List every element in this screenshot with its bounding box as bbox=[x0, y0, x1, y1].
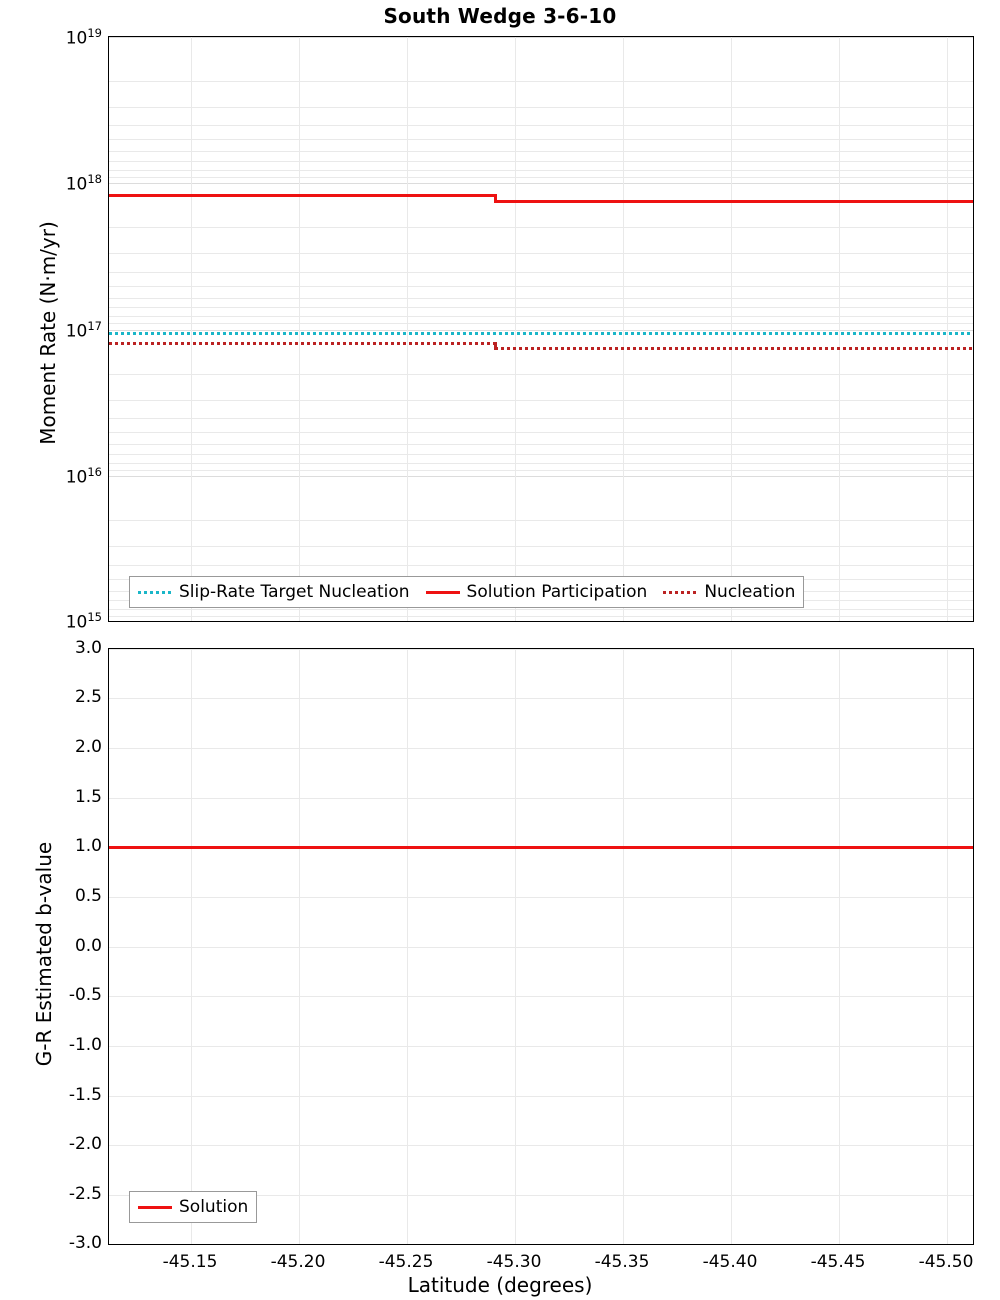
ytick-label-bottom: 1.5 bbox=[74, 787, 102, 807]
gridline-h-minor bbox=[109, 272, 973, 273]
xtick-label: -45.50 bbox=[918, 1252, 974, 1272]
series-solution bbox=[109, 846, 974, 849]
gridline-h-minor bbox=[109, 520, 973, 521]
xtick-label: -45.40 bbox=[702, 1252, 758, 1272]
ytick-label-bottom: 1.0 bbox=[74, 836, 102, 856]
xtick-label: -45.20 bbox=[270, 1252, 326, 1272]
gridline-h bbox=[109, 798, 973, 799]
series-solution-participation bbox=[495, 200, 974, 203]
b-value-legend[interactable] bbox=[129, 1191, 257, 1223]
gridline-v bbox=[623, 649, 624, 1244]
gridline-h bbox=[109, 1046, 973, 1047]
xtick bbox=[839, 1244, 840, 1245]
gridline-h-minor bbox=[109, 463, 973, 464]
ytick-bottom bbox=[108, 847, 109, 848]
b-value-axes bbox=[108, 648, 974, 1245]
ytick-label-top: $10^{16}$ bbox=[65, 465, 102, 488]
ytick-exponent: 18 bbox=[87, 172, 102, 186]
gridline-v bbox=[299, 649, 300, 1244]
ytick-bottom bbox=[108, 1243, 109, 1244]
gridline-v bbox=[515, 649, 516, 1244]
ytick-bottom bbox=[108, 1195, 109, 1196]
gridline-h bbox=[109, 1145, 973, 1146]
xtick-label: -45.25 bbox=[378, 1252, 434, 1272]
ytick-label-top: $10^{15}$ bbox=[65, 610, 102, 633]
xtick bbox=[191, 1244, 192, 1245]
ytick-bottom bbox=[108, 897, 109, 898]
gridline-h-minor bbox=[109, 432, 973, 433]
gridline-h-minor bbox=[109, 565, 973, 566]
xtick bbox=[623, 1244, 624, 1245]
latitude-axis-label: Latitude (degrees) bbox=[407, 1273, 593, 1297]
b-value-plot-area bbox=[109, 649, 973, 1244]
ytick-bottom bbox=[108, 798, 109, 799]
gridline-h-minor bbox=[109, 253, 973, 254]
ytick-label-bottom: 0.0 bbox=[74, 936, 102, 956]
gridline-v bbox=[731, 649, 732, 1244]
gridline-h-minor bbox=[109, 316, 973, 317]
gridline-h-major bbox=[109, 37, 973, 38]
gridline-h-minor bbox=[109, 227, 973, 228]
gridline-h-minor bbox=[109, 418, 973, 419]
ytick-label-bottom: 2.0 bbox=[74, 737, 102, 757]
gridline-h-minor bbox=[109, 307, 973, 308]
gridline-h-major bbox=[109, 476, 973, 477]
gridline-v bbox=[407, 37, 408, 621]
xtick-label: -45.15 bbox=[162, 1252, 218, 1272]
ytick-label-bottom: -2.0 bbox=[68, 1134, 102, 1154]
legend-entry-solution-participation[interactable] bbox=[426, 582, 648, 602]
ytick-top-1e17 bbox=[108, 330, 109, 331]
gridline-h bbox=[109, 748, 973, 749]
gridline-h bbox=[109, 996, 973, 997]
legend-swatch-solid-red-icon bbox=[426, 591, 460, 594]
xtick bbox=[299, 1244, 300, 1245]
series-slip-rate-target-nucleation bbox=[109, 332, 974, 335]
ytick-bottom bbox=[108, 1096, 109, 1097]
gridline-v bbox=[191, 649, 192, 1244]
legend-label: Nucleation bbox=[704, 582, 796, 602]
ytick-bottom bbox=[108, 1046, 109, 1047]
ytick-label-top: $10^{18}$ bbox=[65, 172, 102, 195]
gridline-v bbox=[623, 37, 624, 621]
legend-swatch-solid-red-icon bbox=[138, 1206, 172, 1209]
ytick-exponent: 19 bbox=[87, 26, 102, 40]
gridline-h-major bbox=[109, 183, 973, 184]
ytick-label-bottom: -2.5 bbox=[68, 1184, 102, 1204]
ytick-exponent: 16 bbox=[87, 465, 102, 479]
xtick-label: -45.30 bbox=[486, 1252, 542, 1272]
ytick-bottom bbox=[108, 996, 109, 997]
b-value-axis-label: G-R Estimated b-value bbox=[32, 841, 56, 1067]
moment-rate-axis-label: Moment Rate (N·m/yr) bbox=[36, 221, 60, 445]
figure-title: South Wedge 3-6-10 bbox=[383, 4, 617, 28]
gridline-v bbox=[947, 649, 948, 1244]
gridline-h-minor bbox=[109, 400, 973, 401]
ytick-label-bottom: -1.0 bbox=[68, 1035, 102, 1055]
legend-entry-nucleation[interactable] bbox=[663, 582, 795, 602]
ytick-bottom bbox=[108, 947, 109, 948]
ytick-label-top: $10^{17}$ bbox=[65, 319, 102, 342]
gridline-h-minor bbox=[109, 616, 973, 617]
gridline-v bbox=[191, 37, 192, 621]
gridline-h-minor bbox=[109, 151, 973, 152]
ytick-label-bottom: -0.5 bbox=[68, 985, 102, 1005]
gridline-h bbox=[109, 649, 973, 650]
ytick-top-1e16 bbox=[108, 476, 109, 477]
ytick-bottom bbox=[108, 649, 109, 650]
ytick-label-bottom: 0.5 bbox=[74, 886, 102, 906]
legend-label: Solution bbox=[179, 1197, 249, 1217]
gridline-h-minor bbox=[109, 125, 973, 126]
gridline-h-minor bbox=[109, 454, 973, 455]
gridline-h-minor bbox=[109, 81, 973, 82]
legend-entry-solution[interactable] bbox=[138, 1197, 248, 1217]
xtick bbox=[515, 1244, 516, 1245]
ytick-label-bottom: -1.5 bbox=[68, 1085, 102, 1105]
gridline-h bbox=[109, 698, 973, 699]
ytick-top-1e19 bbox=[108, 37, 109, 38]
series-solution-participation bbox=[109, 194, 495, 197]
moment-rate-axes bbox=[108, 36, 974, 622]
xtick bbox=[407, 1244, 408, 1245]
legend-label: Solution Participation bbox=[466, 582, 648, 602]
gridline-h bbox=[109, 1244, 973, 1245]
legend-swatch-dotted-darkred-icon bbox=[663, 591, 697, 594]
ytick-label-bottom: -3.0 bbox=[68, 1233, 102, 1253]
xtick bbox=[731, 1244, 732, 1245]
ytick-top-1e18 bbox=[108, 183, 109, 184]
gridline-h-minor bbox=[109, 546, 973, 547]
ytick-bottom bbox=[108, 748, 109, 749]
gridline-h-minor bbox=[109, 139, 973, 140]
gridline-v bbox=[515, 37, 516, 621]
legend-entry-slip-rate-target-nucleation[interactable] bbox=[138, 582, 410, 602]
ytick-bottom bbox=[108, 1145, 109, 1146]
gridline-h-minor bbox=[109, 170, 973, 171]
gridline-h-minor bbox=[109, 470, 973, 471]
gridline-v bbox=[731, 37, 732, 621]
gridline-v bbox=[839, 37, 840, 621]
moment-rate-plot-area bbox=[109, 37, 973, 621]
gridline-h-minor bbox=[109, 609, 973, 610]
gridline-h bbox=[109, 947, 973, 948]
gridline-h-minor bbox=[109, 286, 973, 287]
series-nucleation bbox=[495, 347, 974, 350]
xtick bbox=[947, 1244, 948, 1245]
gridline-h-major bbox=[109, 330, 973, 331]
ytick-label-bottom: 3.0 bbox=[74, 638, 102, 658]
gridline-v bbox=[407, 649, 408, 1244]
gridline-h-minor bbox=[109, 374, 973, 375]
gridline-h bbox=[109, 897, 973, 898]
ytick-label-top: $10^{19}$ bbox=[65, 26, 102, 49]
gridline-h-minor bbox=[109, 107, 973, 108]
gridline-h-minor bbox=[109, 161, 973, 162]
legend-label: Slip-Rate Target Nucleation bbox=[179, 582, 410, 602]
gridline-h-minor bbox=[109, 323, 973, 324]
gridline-v bbox=[839, 649, 840, 1244]
gridline-v bbox=[299, 37, 300, 621]
xtick-label: -45.35 bbox=[594, 1252, 650, 1272]
moment-rate-legend[interactable] bbox=[129, 576, 804, 608]
ytick-exponent: 17 bbox=[87, 319, 102, 333]
gridline-v bbox=[947, 37, 948, 621]
xtick-label: -45.45 bbox=[810, 1252, 866, 1272]
ytick-bottom bbox=[108, 698, 109, 699]
ytick-exponent: 15 bbox=[87, 610, 102, 624]
gridline-h-minor bbox=[109, 444, 973, 445]
ytick-top-1e15 bbox=[108, 621, 109, 622]
series-nucleation bbox=[109, 342, 495, 345]
gridline-h bbox=[109, 1096, 973, 1097]
legend-swatch-dotted-cyan-icon bbox=[138, 591, 172, 594]
gridline-h-minor bbox=[109, 298, 973, 299]
ytick-label-bottom: 2.5 bbox=[74, 687, 102, 707]
gridline-h-minor bbox=[109, 177, 973, 178]
